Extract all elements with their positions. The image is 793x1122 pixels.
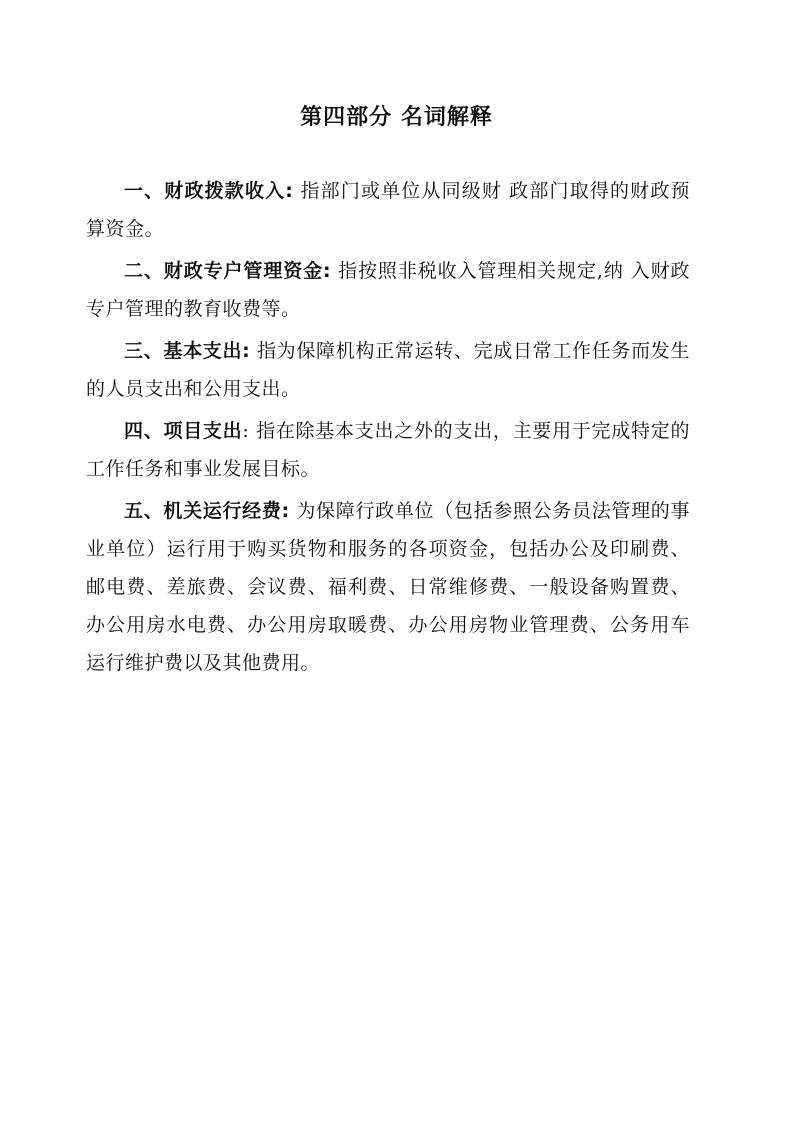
glossary-term: 三、基本支出: <box>124 340 251 362</box>
glossary-definition: 指为保障机构正常运转、完成日常工作任务而发生的人员支出和公用支出。 <box>86 340 690 400</box>
glossary-entry-4 <box>86 412 690 488</box>
glossary-definition: 指部门或单位从同级财 政部门取得的财政预算资金。 <box>86 180 690 240</box>
glossary-definition: 为保障行政单位（包括参照公务员法管理的事业单位）运行用于购买货物和服务的各项资金，包括办公及印刷费、邮电费、差旅费、会议费、福利费、日常维修费、一般设备购置费、办公用房水电费、办公用房取暖费、办公用房物业管理费、公务用车运行维护费以及其他费用。 <box>86 500 690 674</box>
glossary-term: 四、项目支出 <box>124 420 243 442</box>
page-title: 第四部分 名词解释 <box>300 105 493 130</box>
glossary-body <box>86 172 690 682</box>
glossary-definition: : 指在除基本支出之外的支出，主要用于完成特定的工作任务和事业发展目标。 <box>86 420 690 480</box>
glossary-term: 二、财政专户管理资金: <box>124 260 332 282</box>
glossary-term: 一、财政拨款收入: <box>124 180 294 202</box>
glossary-definition: 指按照非税收入管理相关规定,纳 入财政专户管理的教育收费等。 <box>86 260 690 320</box>
glossary-entry-3 <box>86 332 690 408</box>
glossary-entry-5 <box>86 492 690 682</box>
glossary-term: 五、机关运行经费: <box>124 500 290 522</box>
glossary-entry-2 <box>86 252 690 328</box>
glossary-entry-1 <box>86 172 690 248</box>
